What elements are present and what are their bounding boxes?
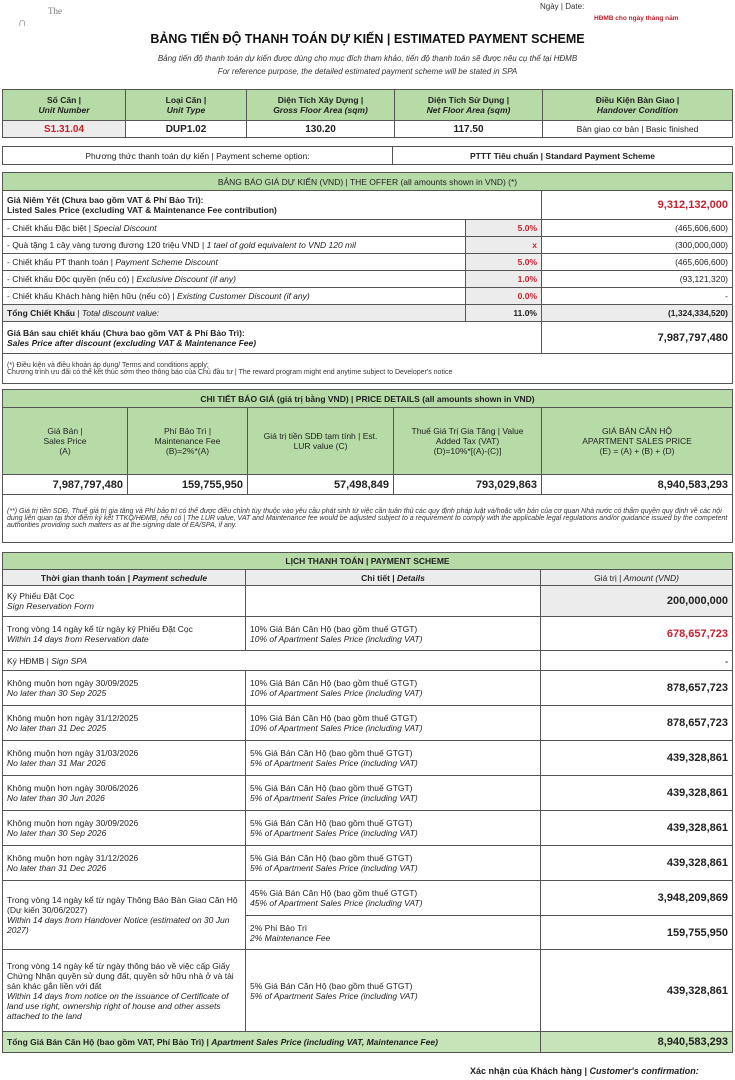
hdmb-note: HĐMB cho ngày tháng năm [594,15,679,22]
discount-value: (93,121,320) [542,271,733,288]
discount-value: (300,000,000) [542,237,733,254]
col-details: Chi tiết | Details [246,570,541,586]
offer-table [2,172,733,384]
price-header: Phí Bảo Trì | Maintenance Fee (B)=2%*(A) [128,408,248,475]
discount-pct: 0.0% [466,288,542,305]
schedule-table [2,552,733,1053]
scheme-option-label: Phương thức thanh toán dự kiến | Payment scheme option: [3,147,393,165]
discount-pct: 5.0% [466,254,542,271]
unit-header: Điều Kiện Bàn Giao | Handover Condition [543,90,733,121]
logo-mark: ∩ [18,15,27,29]
offer-title: BẢNG BÁO GIÁ DỰ KIẾN (VND) | THE OFFER (all amounts shown in VND) (*) [3,173,733,191]
price-details-title: CHI TIẾT BÁO GIÁ (giá trị bằng VND) | PRICE DETAILS (all amounts shown in VND) [3,390,733,408]
unit-header: Diện Tích Xây Dựng | Gross Floor Area (sqm) [247,90,395,121]
vat-value: 793,029,863 [394,475,542,495]
unit-header: Số Căn | Unit Number [3,90,126,121]
gross-area: 130.20 [247,121,395,138]
subtitle-vi: Bảng tiến độ thanh toán dự kiến được dùng cho mục đích tham khảo, tiến độ thanh toán sẽ được nêu cụ thể tại HĐMB [157,54,578,63]
after-discount-value: 7,987,797,480 [542,322,733,354]
customer-confirmation: Xác nhận của Khách hàng | Customer's confirmation: [470,1066,699,1076]
discount-label: - Chiết khấu Độc quyền (nếu có) | Exclusive Discount (if any) [3,271,466,288]
discount-pct: x [466,237,542,254]
total-row: Tổng Giá Bán Căn Hộ (bao gồm VAT, Phí Bảo Trì) | Apartment Sales Price (including VAT, Maintenance Fee) 8,940,583,293 [3,1032,733,1053]
discount-label: - Chiết khấu PT thanh toán | Payment Scheme Discount [3,254,466,271]
discount-value: - [542,288,733,305]
total-discount-label: Tổng Chiết Khấu | Total discount value: [3,305,466,322]
unit-number: S1.31.04 [3,121,126,138]
price-header: GIÁ BÁN CĂN HỘ APARTMENT SALES PRICE (E) = (A) + (B) + (D) [542,408,733,475]
date-label: Ngày | Date: [540,2,585,11]
schedule-title: LỊCH THANH TOÁN | PAYMENT SCHEME [3,553,733,570]
discount-pct: 1.0% [466,271,542,288]
table-row: Trong vòng 14 ngày kể từ ngày thông báo về việc cấp Giấy Chứng Nhận quyền sử dụng đất, quyền sở hữu nhà ở và tài sản khác gắn liền với đất Within 14 days from notice on the issuance of Certificate of land use right, ownership right of house and other assets attached to the land 5% Giá Bán Căn Hộ (bao gồm thuế GTGT) 5% of Apartment Sales Price (including VAT) 439,328,861 [3,950,733,1032]
net-area: 117.50 [395,121,543,138]
col-amount: Giá trị | Amount (VND) [541,570,733,586]
handover-condition: Bàn giao cơ bản | Basic finished [543,121,733,138]
col-schedule: Thời gian thanh toán | Payment schedule [3,570,246,586]
table-row: Không muộn hơn ngày 31/03/2026 No later than 31 Mar 2026 5% Giá Bán Căn Hộ (bao gồm thuế GTGT) 5% of Apartment Sales Price (including VAT) 439,328,861 [3,741,733,776]
discount-value: (465,606,600) [542,254,733,271]
discount-label: - Chiết khấu Khách hàng hiện hữu (nếu có) | Existing Customer Discount (if any) [3,288,466,305]
price-header: Thuế Giá Trị Gia Tăng | Value Added Tax (VAT) (D)=10%*[(A)-(C)] [394,408,542,475]
listed-price-value: 9,312,132,000 [542,191,733,220]
table-row: Ký Phiếu Đặt Cọc Sign Reservation Form 200,000,000 [3,586,733,617]
discount-value: (465,606,600) [542,220,733,237]
subtitle-en: For reference purpose, the detailed estimated payment scheme will be stated in SPA [217,67,518,76]
price-details-table [2,389,733,543]
price-header: Giá trị tiền SDĐ tạm tính | Est. LUR value (C) [248,408,394,475]
table-row: Không muộn hơn ngày 31/12/2026 No later than 31 Dec 2026 5% Giá Bán Căn Hộ (bao gồm thuế GTGT) 5% of Apartment Sales Price (including VAT) 439,328,861 [3,846,733,881]
lur-value: 57,498,849 [248,475,394,495]
unit-header: Loại Căn | Unit Type [126,90,247,121]
scheme-option-value: PTTT Tiêu chuẩn | Standard Payment Scheme [393,147,733,165]
unit-table [2,89,733,138]
table-row: Không muộn hơn ngày 31/12/2025 No later than 31 Dec 2025 10% Giá Bán Căn Hộ (bao gồm thuế GTGT) 10% of Apartment Sales Price (including VAT) 878,657,723 [3,706,733,741]
discount-label: - Quà tặng 1 cây vàng tương đương 120 triệu VND | 1 tael of gold equivalent to VND 120 mil [3,237,466,254]
table-row: Không muộn hơn ngày 30/06/2026 No later than 30 Jun 2026 5% Giá Bán Căn Hộ (bao gồm thuế GTGT) 5% of Apartment Sales Price (including VAT) 439,328,861 [3,776,733,811]
table-row: Trong vòng 14 ngày kể từ ngày Thông Báo Bàn Giao Căn Hộ (Dự kiến 30/06/2027) Within 14 days from Handover Notice (estimated on 30 Jun 2027) 45% Giá Bán Căn Hộ (bao gồm thuế GTGT) 45% of Apartment Sales Price (including VAT) 3,948,209,869 [3,881,733,916]
table-row: 2% Phí Bảo Trì 2% Maintenance Fee 159,755,950 [3,916,733,950]
logo-text: The [48,6,62,16]
page-title: BẢNG TIẾN ĐỘ THANH TOÁN DỰ KIẾN | ESTIMATED PAYMENT SCHEME [150,32,585,46]
unit-type: DUP1.02 [126,121,247,138]
discount-pct: 5.0% [466,220,542,237]
table-row: Không muộn hơn ngày 30/09/2025 No later than 30 Sep 2025 10% Giá Bán Căn Hộ (bao gồm thuế GTGT) 10% of Apartment Sales Price (including VAT) 878,657,723 [3,671,733,706]
offer-note: (*) Điều kiện và điều khoản áp dụng/ Terms and conditions apply; Chương trình ưu đãi có thể kết thúc sớm theo thông báo của Chủ đầu tư | The reward program might end anytime subject to Developer's notice [3,354,733,384]
price-header: Giá Bán | Sales Price (A) [3,408,128,475]
listed-price-label: Giá Niêm Yết (Chưa bao gồm VAT & Phí Bảo Trì): Listed Sales Price (excluding VAT & Maintenance Fee contribution) [3,191,542,220]
sales-price-value: 7,987,797,480 [3,475,128,495]
after-discount-label: Giá Bán sau chiết khấu (Chưa bao gồm VAT & Phí Bảo Trì): Sales Price after discount (excluding VAT & Maintenance Fee) [3,322,542,354]
discount-label: - Chiết khấu Đặc biệt | Special Discount [3,220,466,237]
total-discount-value: (1,324,334,520) [542,305,733,322]
maintenance-fee-value: 159,755,950 [128,475,248,495]
scheme-option [2,146,733,165]
unit-header: Diện Tích Sử Dụng | Net Floor Area (sqm) [395,90,543,121]
table-row: Trong vòng 14 ngày kể từ ngày ký Phiếu Đặt Cọc Within 14 days from Reservation date 10% Giá Bán Căn Hộ (bao gồm thuế GTGT) 10% of Apartment Sales Price (including VAT) 678,657,723 [3,617,733,651]
total-discount-pct: 11.0% [466,305,542,322]
apartment-price-value: 8,940,583,293 [542,475,733,495]
price-details-note: (**) Giá trị tiền SDĐ, Thuế giá trị gia tăng và Phí bảo trì có thể được điều chỉnh tùy thuộc vào yêu cầu phát sinh từ việc cần tuân thủ các quy định pháp luật và/hoặc văn bản của cơ quan Nhà nước có thẩm quyền quy định về các nội dung liên quan tại thời điểm ký kết TTKQ/HĐMB, nếu có | The LUR value, VAT and Maintenance fee would be adjusted subject to a requirement to comply with the applicable legal regulations and/or guidance issued by the competent authorities providing such matters as at the signing date of EA/SPA, if any. [3,495,733,543]
table-row: Không muộn hơn ngày 30/09/2026 No later than 30 Sep 2026 5% Giá Bán Căn Hộ (bao gồm thuế GTGT) 5% of Apartment Sales Price (including VAT) 439,328,861 [3,811,733,846]
table-row: Ký HĐMB | Sign SPA - [3,651,733,671]
